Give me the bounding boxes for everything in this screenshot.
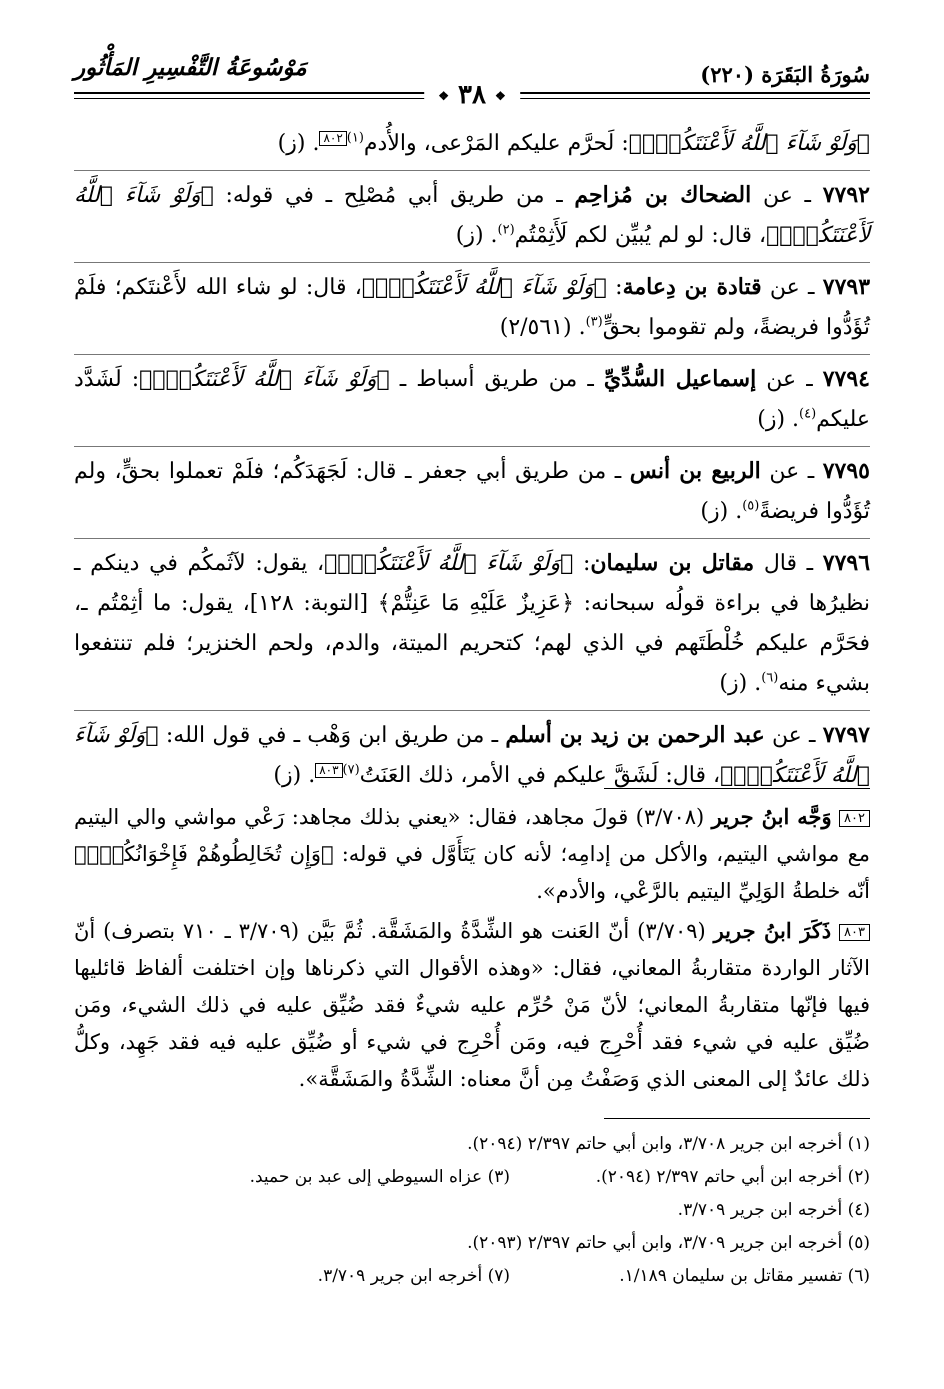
narrator-name: قتادة بن دِعامة xyxy=(622,274,762,300)
narration-entry xyxy=(74,175,870,263)
footnote: (٤) أخرجه ابن جرير ٣/٧٠٩. xyxy=(677,1200,870,1220)
entry-prefix: ـ عن xyxy=(761,275,823,300)
footnote: (٣) عزاه السيوطي إلى عبد بن حميد. xyxy=(249,1167,510,1187)
note-reference: ٨٠٢ xyxy=(319,131,346,146)
quran-verse: ﴿وَلَوْ شَآءَ ٱللَّهُ لَأَعْنَتَكُمْۚ﴾ xyxy=(74,183,870,248)
footnote-marker: (٣) xyxy=(585,314,603,330)
footnote-marker: (٢) xyxy=(497,222,515,238)
entry-prefix: ـ عن xyxy=(756,367,823,392)
narration-entry xyxy=(74,543,870,711)
narrator-name: الربيع بن أنس xyxy=(629,458,761,484)
footnote-marker: (٤) xyxy=(799,406,817,422)
page-number xyxy=(424,80,520,110)
narration-entry xyxy=(74,451,870,539)
narrator-name: إسماعيل السُّدِّيِّ xyxy=(603,366,757,392)
footnote-marker: (٥) xyxy=(742,498,760,514)
narration-number: ٧٧٩٥ xyxy=(822,458,870,484)
entry-prefix: ـ عن xyxy=(764,723,823,748)
quran-verse: ﴿وَلَوْ شَآءَ ٱللَّهُ لَأَعْنَتَكُمْۚ﴾ xyxy=(628,131,870,156)
page-header xyxy=(74,44,870,114)
note-number-box: ٨٠٣ xyxy=(839,924,870,941)
narration-number: ٧٧٩٧ xyxy=(822,722,870,748)
quran-verse: ﴿وَلَوْ شَآءَ ٱللَّهُ لَأَعْنَتَكُمْۚ﴾ xyxy=(139,367,390,392)
narration-number: ٧٧٩٤ xyxy=(822,366,870,392)
entry-source: . (ز) xyxy=(700,499,743,524)
note-text: (٣/٧٠٩) أنّ العَنت هو الشِّدَّةُ والمَشَقَّة. ثُمَّ بَيَّن (٣/٧٠٩ ـ ٧١٠ بتصرف) أنّ الآثار الواردة متقاربةُ المعاني، فقال: «وهذه الأقوال التي ذكرناها وإن اختلفت ألفاظ قائليها فيها فإنّها متقاربةُ المعاني؛ لأنّ مَنْ حُرِّم عليه شيءٌ فقد ضُيِّق عليه في ذلك الشيء، ومَن ضُيِّق عليه في شيء فقد أُحْرِج فيه، ومَن أُحْرِج في شيء أو ضُيِّق عليه فيه فقد جَهِد، وكلُّ ذلك عائدٌ إلى المعنى الذي وَصَفْتُ مِن أنَّ معناه: الشِّدَّةُ والمَشَقَّة». xyxy=(74,919,870,1091)
footnote: (٦) تفسير مقاتل بن سليمان ١/١٨٩. xyxy=(619,1266,870,1286)
quran-verse: ﴿وَلَوْ شَآءَ ٱللَّهُ لَأَعْنَتَكُمْۚ﴾ xyxy=(74,723,870,788)
narration-number: ٧٧٩٢ xyxy=(822,182,870,208)
footnote-marker: (٦) xyxy=(761,670,779,686)
quran-verse: ﴿وَلَوْ شَآءَ ٱللَّهُ لَأَعْنَتَكُمْۚ﴾ xyxy=(361,275,607,300)
footnote-row xyxy=(74,1161,870,1194)
narrator-name: عبد الرحمن بن زيد بن أسلم xyxy=(505,722,765,748)
entry-prefix: ـ عن xyxy=(760,459,823,484)
entry-source: . (ز) xyxy=(277,131,320,156)
footnote: (٧) أخرجه ابن جرير ٣/٧٠٩. xyxy=(317,1266,510,1286)
entry-prefix: ـ عن xyxy=(751,183,823,208)
narration-entry xyxy=(74,267,870,355)
narration-entry xyxy=(74,124,870,171)
entry-text-2: ، قال: لو لم يُبيِّن لكم لَأَثِمْتُم xyxy=(514,223,767,248)
note-author: وَجَّه ابنُ جرير xyxy=(711,804,832,829)
footnotes-separator xyxy=(604,1118,870,1119)
ornament-icon: ❖ xyxy=(495,89,506,103)
surah-title: سُورَةُ البَقَرَة (٢٢٠) xyxy=(700,62,870,87)
entry-text: : xyxy=(573,551,591,576)
notes-separator xyxy=(604,788,870,789)
narration-entry xyxy=(74,359,870,447)
note-author: ذَكَرَ ابنُ جرير xyxy=(713,918,832,943)
note-number-box: ٨٠٢ xyxy=(839,810,870,827)
entry-text-2: ، قال: لَشَقَّ عليكم في الأمر، ذلك العَنَتُ xyxy=(359,763,721,788)
commentary-note xyxy=(74,912,870,1098)
note-text: (٣/٧٠٨) قولَ مجاهد، فقال: «يعني بذلك مجاهد: رَعْي مواشي والي اليتيم مع مواشي اليتيم، والأكل من إدامِه؛ لأنه كان يَتَأَوَّل في قوله: ﴿وَإِن تُخَالِطُوهُمْ فَإِخْوَانُكُمْۚ﴾ أنّه خلطةُ الوَلِيِّ اليتيم بالرَّعْي، والأدم». xyxy=(74,805,870,903)
entry-text: ـ من طريق ابن وَهْب ـ في قول الله: xyxy=(158,723,506,748)
commentary-notes xyxy=(74,798,870,1100)
commentary-note xyxy=(74,798,870,910)
entry-source: . (٢/٥٦١) xyxy=(499,315,586,340)
entry-source: . (ز) xyxy=(273,763,316,788)
footnote-marker: (١) xyxy=(346,130,364,146)
footnotes xyxy=(74,1128,870,1293)
main-text xyxy=(74,124,870,806)
book-title: مَوْسُوعَةُ التَّفْسِيرِ المَأْثُور xyxy=(74,54,307,81)
entry-source: . (ز) xyxy=(719,671,762,696)
entry-text: ـ من طريق أبي مُصْلِح ـ في قوله: xyxy=(213,183,575,208)
entry-source: . (ز) xyxy=(757,407,800,432)
narrator-name: الضحاك بن مُزاحِم xyxy=(574,182,752,208)
footnote: (٢) أخرجه ابن أبي حاتم ٢/٣٩٧ (٢٠٩٤). xyxy=(595,1167,870,1187)
footnote-marker: (٧) xyxy=(342,762,360,778)
footnote: (٥) أخرجه ابن جرير ٣/٧٠٩، وابن أبي حاتم ٢/٣٩٧ (٢٠٩٣). xyxy=(467,1233,870,1253)
entry-text-2: ، يقول: لآثَمكُم في دينكم ـ نظيرُها في براءة قولُه سبحانه: ﴿عَزِيزٌ عَلَيْهِ مَا عَنِتُّمْ﴾ [التوبة: ١٢٨]، يقول: ما أثِمْتُم ـ، فحَرَّم عليكم خُلْطَتَهم في الذي لهم؛ كتحريم الميتة، والدم، ولحم الخنزير؛ فلم تنتفعوا بشيء منه xyxy=(74,551,871,696)
entry-text: : لَحرَّم عليكم المَرْعى، والأُدم xyxy=(363,131,629,156)
entry-prefix: ـ قال xyxy=(754,551,823,576)
footnote-row xyxy=(74,1260,870,1293)
ornament-icon: ❖ xyxy=(438,89,449,103)
narrator-name: مقاتل بن سليمان xyxy=(590,550,755,576)
entry-text-2: : لَشَدَّد عليكم xyxy=(74,367,870,432)
entry-text-2: ، قال: لو شاء الله لأَعْنتَكم؛ فلَمْ تُؤَدُّوا فريضةً، ولم تقوموا بحقٍّ xyxy=(74,275,870,340)
page-number-text: ٣٨ xyxy=(458,80,486,110)
entry-text: ـ من طريق أبي جعفر ـ قال: لَجَهَدَكُم؛ فلَمْ تعملوا بحقٍّ، ولم تُؤَدُّوا فريضةً xyxy=(74,459,870,524)
narration-number: ٧٧٩٦ xyxy=(822,550,871,576)
footnote: (١) أخرجه ابن جرير ٣/٧٠٨، وابن أبي حاتم ٢/٣٩٧ (٢٠٩٤). xyxy=(467,1134,870,1154)
narration-number: ٧٧٩٣ xyxy=(822,274,871,300)
entry-text: : xyxy=(606,275,623,300)
quran-verse: ﴿وَلَوْ شَآءَ ٱللَّهُ لَأَعْنَتَكُمْۚ﴾ xyxy=(324,551,574,576)
note-reference: ٨٠٣ xyxy=(315,763,342,778)
entry-source: . (ز) xyxy=(455,223,498,248)
entry-text: ـ من طريق أسباط ـ xyxy=(389,367,604,392)
